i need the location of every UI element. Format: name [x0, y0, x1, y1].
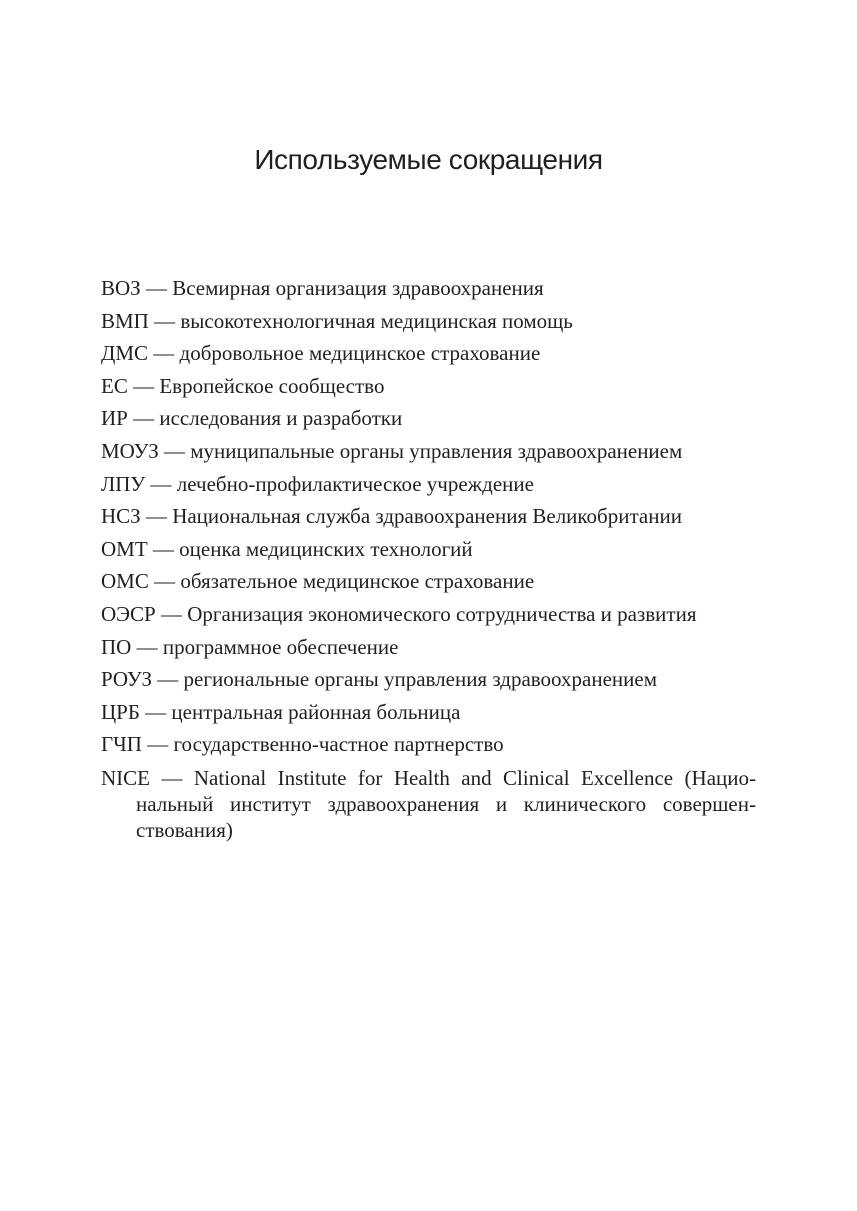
abbreviation-item: ОМТ — оценка медицинских технологий — [101, 536, 473, 561]
abbreviation-item: ОМС — обязательное медицинское страхование — [101, 569, 535, 594]
abbreviation-item: ЕС — Европейское сообщество — [101, 373, 385, 398]
abbreviation-item: ЛПУ — лечебно-профилактическое учреждение — [101, 471, 534, 496]
abbreviation-item: МОУЗ — муниципальные органы управления здравоохранением — [101, 438, 683, 463]
page-title: Используемые сокращения — [254, 144, 603, 175]
abbreviation-item: РОУЗ — региональные органы управления здравоохранением — [101, 667, 657, 692]
abbreviation-item: ЦРБ — центральная районная больница — [101, 699, 461, 724]
abbreviation-item: ГЧП — государственно-частное партнерство — [101, 732, 504, 757]
abbreviation-item: ВМП — высокотехнологичная медицинская помощь — [101, 308, 573, 333]
abbreviation-item: ДМС — добровольное медицинское страхование — [101, 341, 541, 366]
abbreviation-list — [101, 272, 756, 843]
abbreviation-item: ВОЗ — Всемирная организация здравоохранения — [101, 276, 544, 300]
abbreviation-item: ИР — исследования и разработки — [101, 406, 403, 431]
abbreviation-item: ОЭСР — Организация экономического сотрудничества и развития — [101, 601, 697, 626]
abbreviation-item: НСЗ — Национальная служба здравоохранения Великобритании — [101, 504, 682, 529]
abbreviation-item: ПО — программное обеспечение — [101, 634, 399, 659]
abbreviation-item: NICE — National Institute for Health and Clinical Excellence (Национальный институт здравоохранения и клинического совершенствования) — [101, 765, 756, 842]
